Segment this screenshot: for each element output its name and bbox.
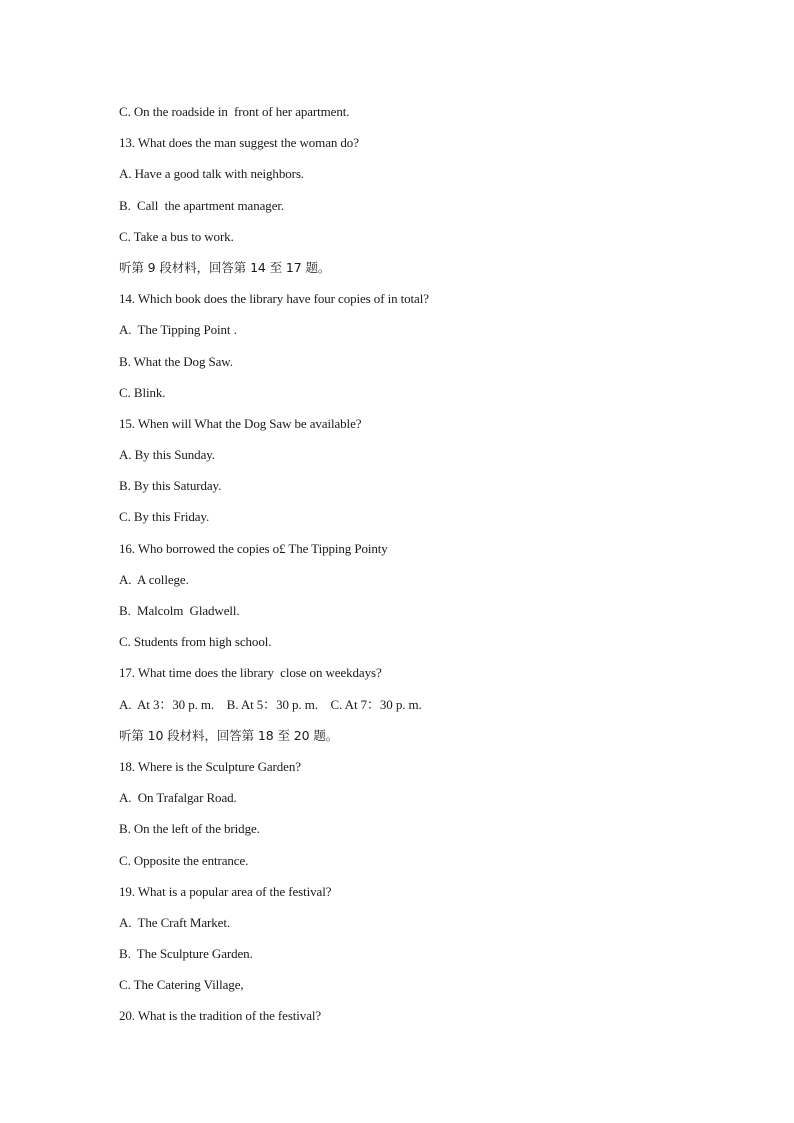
option-18a: A. On Trafalgar Road. — [119, 790, 237, 806]
option-19c: C. The Catering Village, — [119, 977, 244, 993]
option-14c: C. Blink. — [119, 384, 166, 400]
option-18c: C. Opposite the entrance. — [119, 852, 249, 868]
option-15c: C. By this Friday. — [119, 509, 210, 525]
option-16a: A. A college. — [119, 571, 189, 587]
option-12c: C. On the roadside in front of her apartment. — [119, 104, 350, 119]
option-15b: B. By this Saturday. — [119, 478, 222, 494]
question-15: 15. When will What the Dog Saw be available? — [119, 415, 362, 431]
option-13b: B. Call the apartment manager. — [119, 197, 285, 213]
instruction-section-10: 听第 10 段材料，回答第 18 至 20 题。 — [119, 727, 339, 743]
question-20: 20. What is the tradition of the festival? — [119, 1008, 322, 1024]
option-13c: C. Take a bus to work. — [119, 228, 234, 244]
question-19: 19. What is a popular area of the festival? — [119, 883, 332, 899]
option-13a: A. Have a good talk with neighbors. — [119, 166, 304, 182]
option-16c: C. Students from high school. — [119, 634, 272, 650]
options-17: A. At 3：30 p. m. B. At 5：30 p. m. C. At 7：30 p. m. — [119, 696, 422, 712]
option-16b: B. Malcolm Gladwell. — [119, 603, 240, 618]
option-15a: A. By this Sunday. — [119, 447, 215, 463]
option-14a: A. The Tipping Point . — [119, 322, 237, 338]
option-18b: B. On the left of the bridge. — [119, 821, 260, 837]
option-19a: A. The Craft Market. — [119, 914, 231, 930]
question-17: 17. What time does the library close on weekdays? — [119, 665, 382, 681]
question-18: 18. Where is the Sculpture Garden? — [119, 758, 301, 774]
question-14: 14. Which book does the library have four copies of in total? — [119, 291, 429, 307]
instruction-section-9: 听第 9 段材料，回答第 14 至 17 题。 — [119, 259, 331, 275]
option-19b: B. The Sculpture Garden. — [119, 946, 253, 962]
question-16: 16. Who borrowed the copies o£ The Tipping Pointy — [119, 540, 388, 556]
question-13: 13. What does the man suggest the woman do? — [119, 135, 359, 151]
option-14b: B. What the Dog Saw. — [119, 353, 233, 369]
document-page — [119, 101, 679, 1037]
